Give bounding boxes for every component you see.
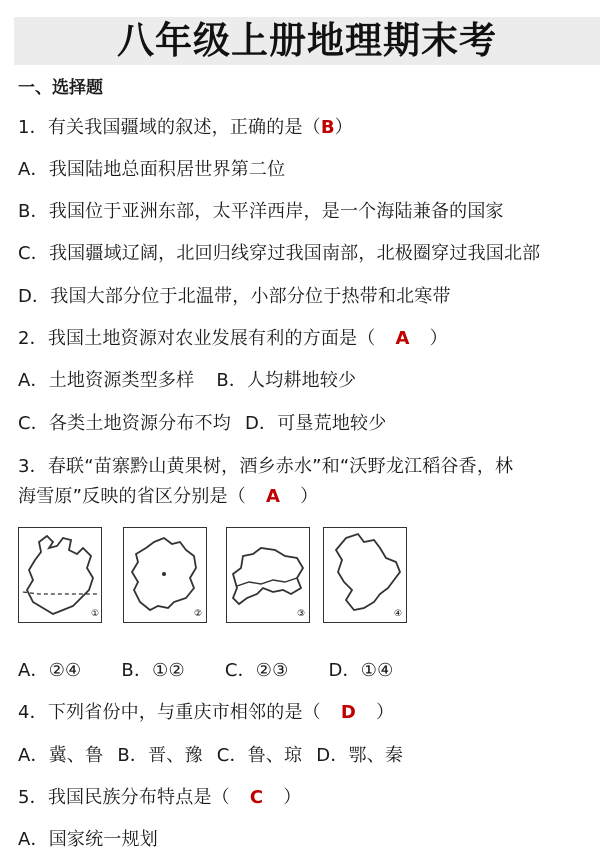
question-2-answer: A xyxy=(395,328,410,349)
question-4-answer: D xyxy=(340,702,357,723)
question-1-close: ） xyxy=(334,117,353,138)
province-map-3 xyxy=(226,527,310,623)
question-3-close: ） xyxy=(300,486,319,507)
question-4-options xyxy=(18,741,403,767)
question-2-stem: 2．我国土地资源对农业发展有利的方面是（ xyxy=(18,328,376,349)
page-title: 八年级上册地理期末考 xyxy=(117,19,497,62)
figure-4-number: ④ xyxy=(394,609,403,619)
question-3-option-b: B．①② xyxy=(121,660,185,681)
question-4 xyxy=(18,698,394,724)
province-map-1 xyxy=(18,527,102,623)
title-banner xyxy=(14,17,600,65)
question-5 xyxy=(18,783,301,809)
question-2-option-c: C．各类土地资源分布不均 xyxy=(18,413,231,434)
question-2-close: ） xyxy=(429,328,448,349)
question-2-option-b: B．人均耕地较少 xyxy=(216,370,357,391)
question-1-option-d: D．我国大部分位于北温带，小部分位于热带和北寒带 xyxy=(18,286,451,307)
figure-1-number: ① xyxy=(91,609,100,619)
question-5-close: ） xyxy=(283,787,302,808)
question-3-option-a: A．②④ xyxy=(18,660,82,681)
question-2 xyxy=(18,324,448,350)
question-2-option-d: D．可垦荒地较少 xyxy=(244,413,387,434)
question-3-answer: A xyxy=(265,486,281,507)
question-4-close: ） xyxy=(376,702,395,723)
figure-2-number: ② xyxy=(194,609,203,619)
question-4-stem: 4．下列省份中，与重庆市相邻的是（ xyxy=(18,702,321,723)
section-heading: 一、选择题 xyxy=(18,78,103,98)
question-1-option-b: B．我国位于亚洲东部，太平洋西岸，是一个海陆兼备的国家 xyxy=(18,201,504,222)
question-5-answer: C xyxy=(249,787,264,808)
question-2-option-a: A．土地资源类型多样 xyxy=(18,370,195,391)
question-3-line-2 xyxy=(18,482,318,508)
question-1-option-a: A．我国陆地总面积居世界第二位 xyxy=(18,159,286,180)
question-5-option-a: A．国家统一规划 xyxy=(18,829,158,850)
question-3-stem-end: 海雪原”反映的省区分别是（ xyxy=(18,486,246,507)
question-2-options-row1 xyxy=(18,366,356,392)
figure-3-number: ③ xyxy=(297,609,306,619)
question-5-stem: 5．我国民族分布特点是（ xyxy=(18,787,230,808)
province-map-4 xyxy=(323,527,407,623)
question-1-stem: 1．有关我国疆域的叙述，正确的是（ xyxy=(18,117,321,138)
province-map-2 xyxy=(123,527,207,623)
question-4-option-a: A．冀、鲁 xyxy=(18,745,104,766)
question-3-option-c: C．②③ xyxy=(224,660,289,681)
question-1 xyxy=(18,113,353,139)
question-4-option-d: D．鄂、秦 xyxy=(316,745,404,766)
question-3-option-d: D．①④ xyxy=(328,660,394,681)
question-3-line-1: 3．春联“苗寨黔山黄果树，酒乡赤水”和“沃野龙江稻谷香，林 xyxy=(18,456,514,477)
question-4-option-b: B．晋、豫 xyxy=(117,745,203,766)
question-1-option-c: C．我国疆域辽阔，北回归线穿过我国南部，北极圈穿过我国北部 xyxy=(18,243,541,264)
question-1-answer: B xyxy=(320,117,335,138)
question-3-options xyxy=(18,656,393,682)
question-2-options-row2 xyxy=(18,409,386,435)
question-4-option-c: C．鲁、琼 xyxy=(216,745,303,766)
